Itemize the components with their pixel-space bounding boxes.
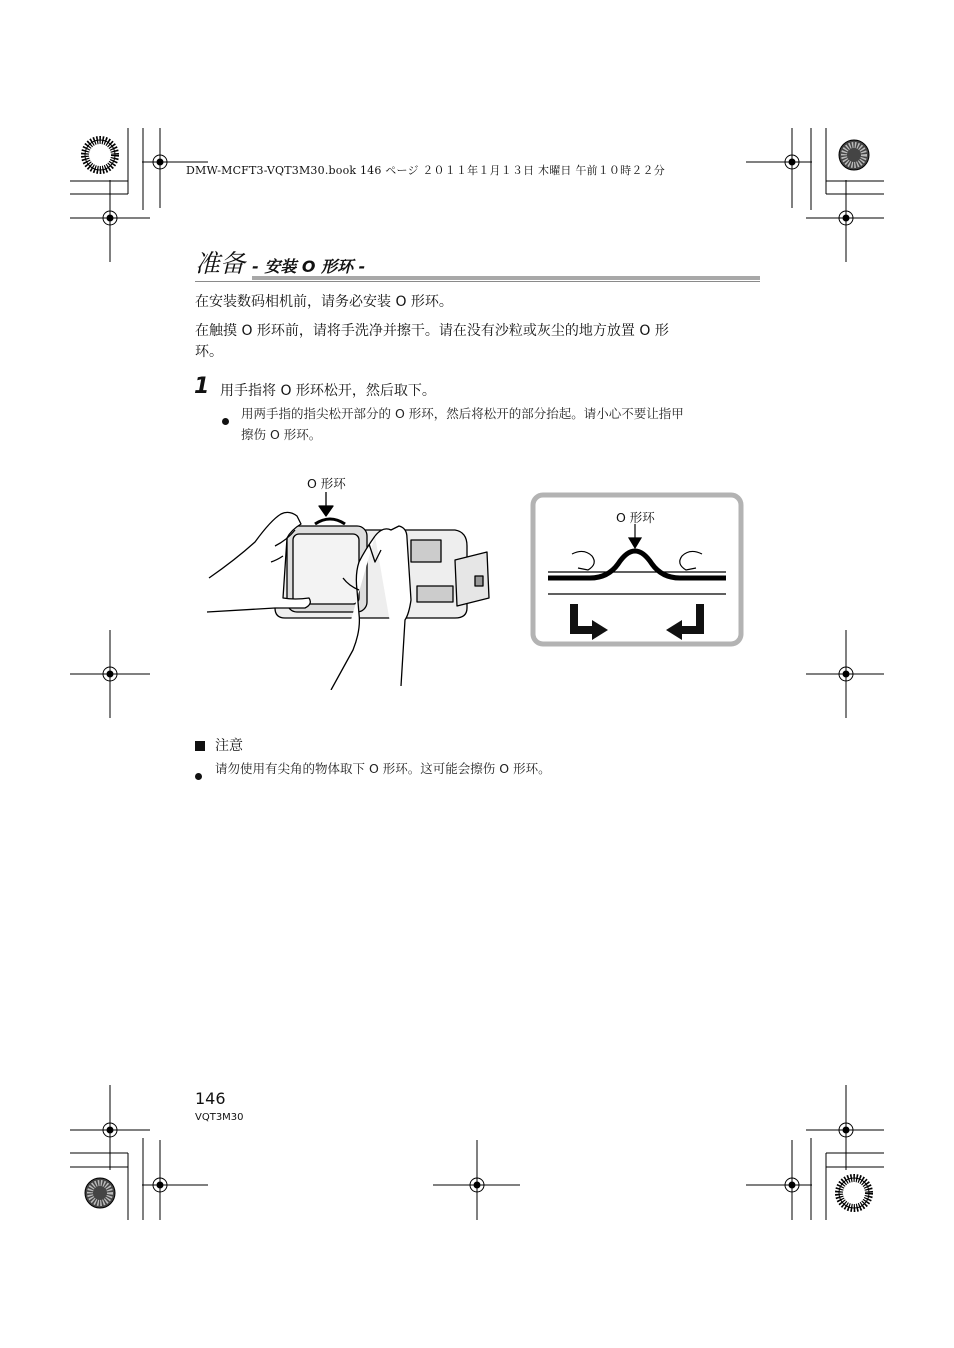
note-bullet-text: 请勿使用有尖角的物体取下 O 形环。这可能会擦伤 O 形环。 <box>215 761 551 776</box>
bullet-icon <box>222 418 229 425</box>
figure-left-label: O 形环 <box>307 476 346 491</box>
print-header: DMW-MCFT3-VQT3M30.book 146 ページ ２０１１年１月１３日 木曜日 午前１０時２２分 <box>186 164 665 177</box>
title-main: 准备 <box>195 249 246 278</box>
note-heading: 注意 <box>215 738 243 754</box>
step-bullet-line-2: 擦伤 O 形环。 <box>241 427 322 442</box>
step-number: 1 <box>194 374 210 399</box>
step-bullet-line-1: 用两手指的指尖松开部分的 O 形环，然后将松开的部分抬起。请小心不要让指甲 <box>241 406 684 421</box>
title-rule <box>252 276 760 280</box>
document-code: VQT3M30 <box>195 1112 244 1123</box>
title-subtitle: - 安装 O 形环 - <box>252 257 366 276</box>
intro-line-3: 环。 <box>195 344 223 360</box>
step-bullet <box>222 410 229 429</box>
intro-line-2: 在触摸 O 形环前，请将手洗净并擦干。请在没有沙粒或灰尘的地方放置 O 形 <box>195 323 669 339</box>
page-number: 146 <box>195 1089 226 1108</box>
note-square-icon <box>195 741 205 751</box>
step-text: 用手指将 O 形环松开，然后取下。 <box>220 383 436 399</box>
bullet-icon <box>195 773 202 780</box>
hands-removing-oring-illustration <box>205 490 505 690</box>
intro-line-1: 在安装数码相机前，请务必安装 O 形环。 <box>195 294 453 310</box>
title-rule-thin <box>195 281 760 282</box>
figure-right-label: O 形环 <box>616 510 655 525</box>
note-bullet <box>195 765 202 784</box>
